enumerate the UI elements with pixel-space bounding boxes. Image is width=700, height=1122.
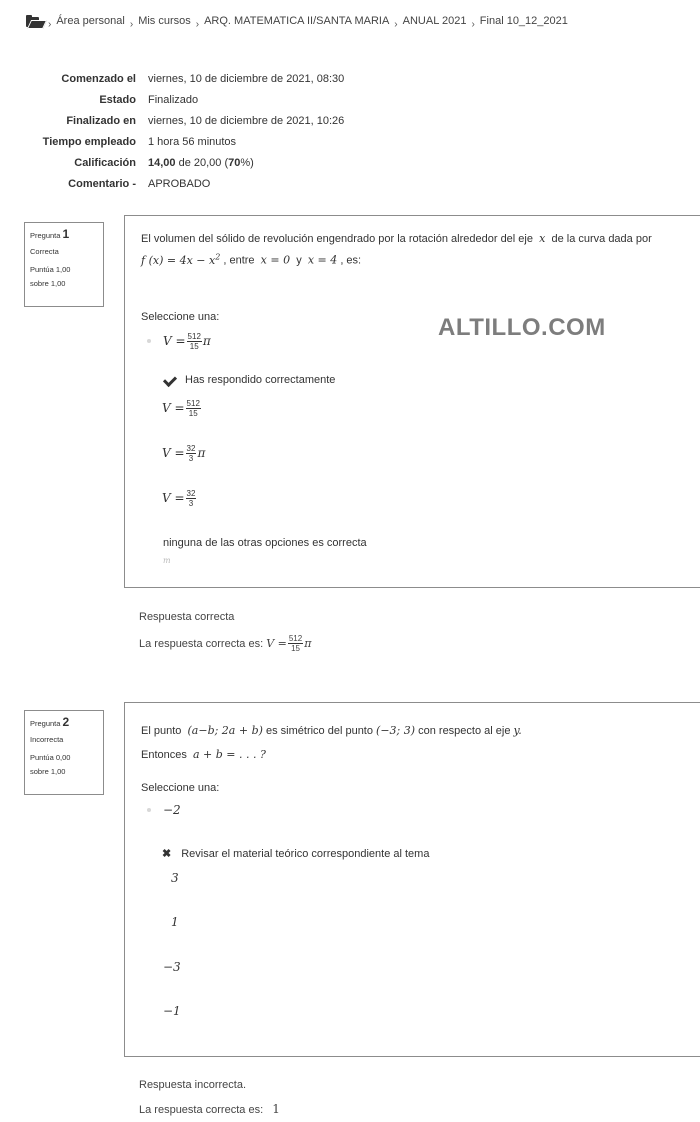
select-prompt: Seleccione una: — [141, 782, 220, 794]
math-expression: a + b = . . . ? — [193, 748, 266, 761]
fraction-denominator: 15 — [188, 408, 198, 418]
cross-icon: ✖ — [162, 848, 172, 860]
answer-option[interactable] — [162, 443, 205, 463]
question-text-part: El volumen del sólido de revolución engendrado por la rotación alrededor del eje — [141, 233, 533, 245]
select-prompt: Seleccione una: — [141, 311, 220, 323]
math-expression: V = — [266, 637, 287, 650]
question-text — [141, 719, 522, 767]
question-text — [141, 230, 652, 270]
answer-option-selected[interactable]: −2 — [163, 803, 181, 817]
right-answer — [139, 634, 311, 653]
breadcrumb-link-area-personal[interactable]: Área personal — [56, 15, 125, 27]
summary-label: Calificación — [74, 156, 136, 169]
question-outcome: Respuesta incorrecta. — [139, 1079, 246, 1091]
summary-label: Finalizado en — [66, 114, 136, 127]
watermark: ALTILLO.COM — [438, 314, 606, 341]
question-outcome: Respuesta correcta — [139, 611, 235, 623]
right-answer — [139, 1102, 280, 1116]
breadcrumb — [26, 13, 568, 29]
math-expression: V = — [162, 401, 185, 415]
chevron-right-icon: › — [129, 18, 134, 30]
answer-option-selected[interactable] — [163, 331, 211, 351]
summary-value — [148, 152, 344, 173]
question-content-2 — [124, 702, 700, 1057]
summary-value: viernes, 10 de diciembre de 2021, 10:26 — [148, 114, 345, 127]
math-expression: V = — [162, 491, 185, 505]
fraction-denominator: 15 — [189, 341, 199, 351]
summary-label: Comentario - — [68, 177, 136, 190]
question-text-part: , entre — [223, 254, 255, 267]
question-text-part: es simétrico del punto — [265, 725, 373, 737]
fraction-numerator: 32 — [186, 443, 196, 453]
math-fraction — [288, 634, 303, 653]
question-text-part: de la curva dada por — [551, 233, 652, 245]
summary-label: Tiempo empleado — [42, 135, 136, 148]
check-icon — [162, 375, 175, 385]
grade-of: de 20,00 ( — [175, 156, 229, 169]
question-text-part: con respecto al eje — [418, 725, 511, 737]
math-expression: π — [202, 334, 211, 348]
question-label: Pregunta — [30, 719, 61, 728]
question-text-part: El punto — [141, 725, 182, 737]
summary-label: Comenzado el — [61, 72, 136, 85]
radio-selected-indicator[interactable] — [147, 339, 151, 343]
summary-row-completed — [0, 110, 344, 131]
math-expression: V = — [162, 446, 185, 460]
question-number: 1 — [62, 227, 70, 241]
answer-option[interactable]: 1 — [171, 915, 179, 929]
math-expression: π — [197, 446, 206, 460]
summary-value: Finalizado — [148, 93, 199, 106]
summary-row-time-taken — [0, 131, 344, 152]
right-answer-label: La respuesta correcta es: — [139, 637, 264, 650]
answer-option[interactable]: 3 — [171, 871, 179, 885]
summary-value: 1 hora 56 minutos — [148, 135, 237, 148]
fraction-denominator: 3 — [188, 498, 194, 508]
fraction-denominator: 15 — [291, 644, 300, 653]
math-expression: (−3; 3) — [376, 724, 416, 737]
answer-option[interactable]: ninguna de las otras opciones es correcta — [163, 537, 367, 549]
math-fraction — [186, 444, 197, 463]
answer-option[interactable]: −1 — [163, 1004, 181, 1018]
math-fraction — [187, 332, 202, 351]
grade-percent: 70 — [228, 156, 241, 169]
fraction-numerator: 512 — [186, 398, 200, 408]
small-mark: m — [163, 556, 171, 565]
breadcrumb-link-category[interactable]: ANUAL 2021 — [402, 15, 467, 27]
breadcrumb-link-course[interactable]: ARQ. MATEMATICA II/SANTA MARIA — [204, 15, 390, 27]
attempt-summary-table — [0, 68, 344, 194]
summary-row-comment — [0, 173, 344, 194]
math-expression: x = 0 — [260, 253, 291, 267]
summary-value: APROBADO — [148, 177, 211, 190]
answer-feedback — [162, 374, 335, 386]
question-number: 2 — [62, 715, 70, 729]
math-variable: y. — [513, 724, 522, 737]
math-expression: π — [304, 637, 312, 650]
question-state: Correcta — [30, 247, 59, 256]
math-variable: x — [539, 232, 546, 245]
math-expression: (a−b; 2a + b) — [187, 724, 263, 737]
answer-option[interactable]: −3 — [163, 960, 181, 974]
question-grade-line1: Puntúa 1,00 — [30, 265, 71, 274]
chevron-right-icon: › — [195, 18, 200, 30]
breadcrumb-link-quiz[interactable]: Final 10_12_2021 — [479, 15, 568, 27]
math-fraction — [186, 399, 201, 418]
fraction-denominator: 3 — [188, 453, 194, 463]
math-fraction — [186, 489, 197, 508]
question-text-part: Entonces — [141, 749, 187, 761]
chevron-right-icon: › — [394, 18, 398, 30]
fraction-numerator: 512 — [187, 331, 201, 341]
question-info-1 — [24, 222, 104, 307]
fraction-numerator: 32 — [186, 488, 196, 498]
question-text-part: y — [296, 254, 302, 267]
summary-row-grade — [0, 152, 344, 173]
answer-option[interactable] — [162, 488, 197, 508]
breadcrumb-link-mis-cursos[interactable]: Mis cursos — [138, 15, 191, 27]
answer-option[interactable] — [162, 398, 202, 418]
question-grade-line2: sobre 1,00 — [30, 767, 66, 776]
math-expression: 1 — [272, 1102, 280, 1116]
math-expression: V = — [163, 334, 186, 348]
grade-score: 14,00 — [148, 156, 176, 169]
summary-value: viernes, 10 de diciembre de 2021, 08:30 — [148, 72, 345, 85]
fraction-numerator: 512 — [288, 634, 303, 643]
question-info-2 — [24, 710, 104, 795]
question-text-part: , es: — [340, 254, 362, 267]
summary-row-started — [0, 68, 344, 89]
summary-label: Estado — [99, 93, 136, 106]
feedback-text: Revisar el material teórico correspondiente al tema — [181, 847, 430, 860]
math-function — [141, 254, 220, 267]
radio-selected-indicator[interactable] — [147, 808, 151, 812]
answer-feedback — [162, 847, 429, 860]
feedback-text: Has respondido correctamente — [185, 374, 336, 386]
math-expression: x = 4 — [307, 253, 338, 267]
folder-open-icon — [26, 15, 43, 27]
chevron-right-icon: › — [471, 18, 475, 30]
math-expression: f (x) = 4x − x — [141, 253, 216, 267]
summary-row-state — [0, 89, 344, 110]
question-state: Incorrecta — [30, 735, 64, 744]
question-grade-line1: Puntúa 0,00 — [30, 753, 71, 762]
math-exponent: 2 — [215, 252, 221, 261]
grade-percent-close: %) — [240, 156, 254, 169]
right-answer-label: La respuesta correcta es: — [139, 1104, 264, 1116]
question-content-1 — [124, 215, 700, 588]
question-label: Pregunta — [30, 231, 61, 240]
question-grade-line2: sobre 1,00 — [30, 279, 66, 288]
chevron-right-icon: › — [48, 18, 52, 30]
